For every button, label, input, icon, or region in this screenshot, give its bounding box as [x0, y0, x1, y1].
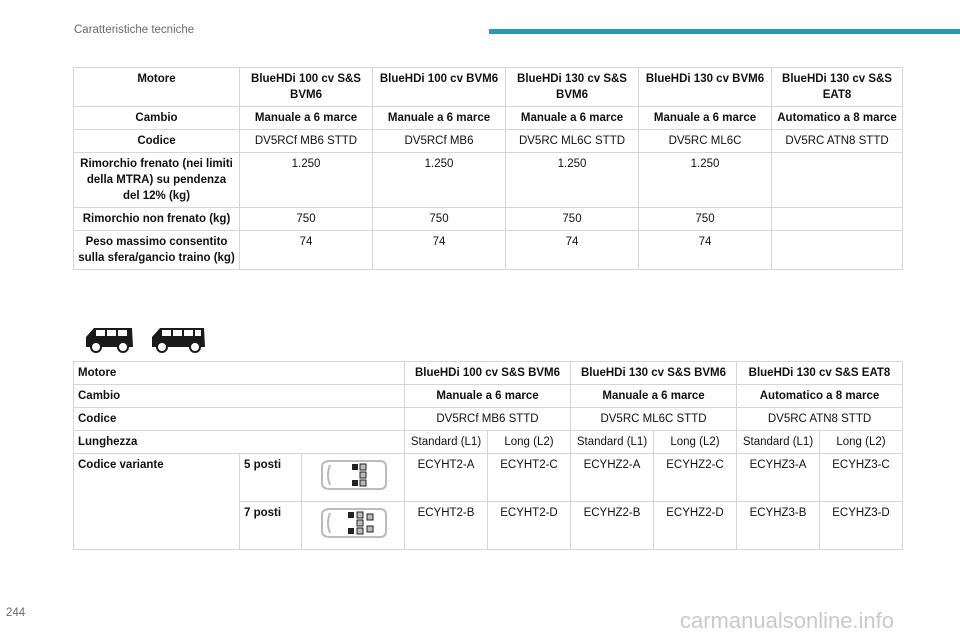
table-row	[74, 454, 903, 502]
table-cell: ECYHT2-D	[488, 502, 571, 550]
row-label: Codice	[74, 130, 240, 153]
table-cell: 74	[639, 231, 772, 270]
table-row	[74, 153, 903, 208]
table-cell: ECYHZ2-C	[654, 454, 737, 502]
row-label: Peso massimo consentito sulla sfera/gancio traino (kg)	[74, 231, 240, 270]
table-cell: Manuale a 6 marce	[405, 385, 571, 408]
table-cell: 74	[373, 231, 506, 270]
table-cell: ECYHZ3-D	[820, 502, 903, 550]
table-row	[74, 231, 903, 270]
van-icon-long	[148, 325, 208, 353]
table-cell: 1.250	[506, 153, 639, 208]
table-cell: Manuale a 6 marce	[373, 107, 506, 130]
table-cell: 1.250	[639, 153, 772, 208]
table-row	[74, 408, 903, 431]
table-cell: ECYHT2-C	[488, 454, 571, 502]
table-cell: ECYHZ2-D	[654, 502, 737, 550]
table-cell	[772, 208, 903, 231]
table-cell: Manuale a 6 marce	[240, 107, 373, 130]
table-cell: BlueHDi 100 cv S&S BVM6	[405, 362, 571, 385]
row-label: Cambio	[74, 385, 405, 408]
table-cell: Manuale a 6 marce	[571, 385, 737, 408]
table-cell: Long (L2)	[488, 431, 571, 454]
table-cell: ECYHZ2-A	[571, 454, 654, 502]
table-cell: ECYHZ3-A	[737, 454, 820, 502]
table-cell: 750	[506, 208, 639, 231]
row-label: Motore	[74, 362, 405, 385]
seats-label: 7 posti	[240, 502, 302, 550]
variant-codes-table	[73, 361, 903, 550]
vehicle-icons	[82, 325, 216, 358]
row-label: Codice	[74, 408, 405, 431]
seat-layout-7-icon	[318, 505, 388, 541]
towing-specs-table	[73, 67, 903, 270]
table-cell: Manuale a 6 marce	[506, 107, 639, 130]
table-cell: DV5RCf MB6	[373, 130, 506, 153]
table-cell: Standard (L1)	[737, 431, 820, 454]
table-cell: DV5RCf MB6 STTD	[240, 130, 373, 153]
table-cell: 1.250	[373, 153, 506, 208]
table-row	[74, 208, 903, 231]
row-label: Rimorchio non frenato (kg)	[74, 208, 240, 231]
table-row	[74, 362, 903, 385]
seat-layout-cell	[302, 454, 405, 502]
table-cell: ECYHZ3-B	[737, 502, 820, 550]
table-cell: Automatico a 8 marce	[737, 385, 903, 408]
table-cell: BlueHDi 130 cv S&S BVM6	[571, 362, 737, 385]
table-cell: 750	[240, 208, 373, 231]
column-header: BlueHDi 130 cv S&S BVM6	[506, 68, 639, 107]
seats-label: 5 posti	[240, 454, 302, 502]
table-cell: Long (L2)	[654, 431, 737, 454]
table-cell: 74	[240, 231, 373, 270]
seat-layout-5-icon	[318, 457, 388, 493]
table-cell: 750	[639, 208, 772, 231]
section-title: Caratteristiche tecniche	[74, 24, 195, 36]
table-cell	[772, 231, 903, 270]
table-cell: DV5RC ATN8 STTD	[737, 408, 903, 431]
table-cell: Long (L2)	[820, 431, 903, 454]
table-header-row	[74, 68, 903, 107]
table-row	[74, 130, 903, 153]
seat-layout-cell	[302, 502, 405, 550]
table-cell: DV5RC ML6C	[639, 130, 772, 153]
table-cell	[772, 153, 903, 208]
row-label: Codice variante	[74, 454, 240, 550]
column-header: BlueHDi 100 cv S&S BVM6	[240, 68, 373, 107]
row-label: Rimorchio frenato (nei limiti della MTRA) su pendenza del 12% (kg)	[74, 153, 240, 208]
header-accent-bar	[489, 29, 960, 34]
table-cell: 1.250	[240, 153, 373, 208]
watermark: carmanualsonline.info	[680, 608, 895, 633]
row-label: Cambio	[74, 107, 240, 130]
table-cell: DV5RC ATN8 STTD	[772, 130, 903, 153]
table-row	[74, 385, 903, 408]
table-cell: DV5RCf MB6 STTD	[405, 408, 571, 431]
column-header: Motore	[74, 68, 240, 107]
table-cell: 750	[373, 208, 506, 231]
table-cell: ECYHZ2-B	[571, 502, 654, 550]
van-icon-standard	[82, 325, 136, 353]
table-cell: Automatico a 8 marce	[772, 107, 903, 130]
table-cell: 74	[506, 231, 639, 270]
table-cell: Standard (L1)	[405, 431, 488, 454]
table-cell: Manuale a 6 marce	[639, 107, 772, 130]
row-label: Lunghezza	[74, 431, 405, 454]
column-header: BlueHDi 100 cv BVM6	[373, 68, 506, 107]
column-header: BlueHDi 130 cv BVM6	[639, 68, 772, 107]
table-cell: DV5RC ML6C STTD	[571, 408, 737, 431]
table-cell: BlueHDi 130 cv S&S EAT8	[737, 362, 903, 385]
table-cell: Standard (L1)	[571, 431, 654, 454]
table-row	[74, 107, 903, 130]
table-cell: ECYHT2-B	[405, 502, 488, 550]
table-cell: DV5RC ML6C STTD	[506, 130, 639, 153]
table-row	[74, 431, 903, 454]
table-cell: ECYHZ3-C	[820, 454, 903, 502]
column-header: BlueHDi 130 cv S&S EAT8	[772, 68, 903, 107]
page-number: 244	[6, 607, 26, 619]
table-cell: ECYHT2-A	[405, 454, 488, 502]
